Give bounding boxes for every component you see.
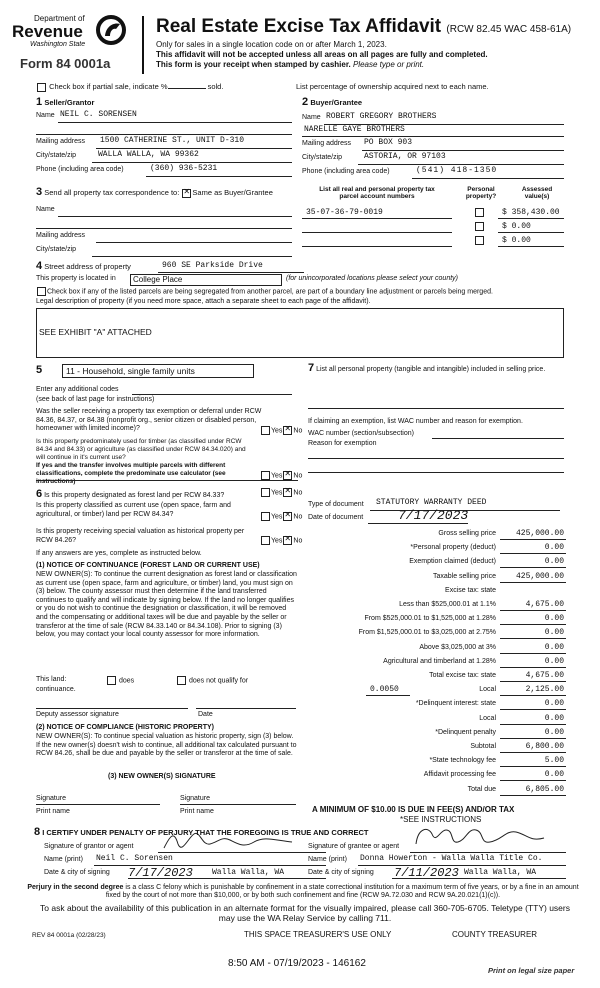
tax-row-label: *Delinquent interest: state: [415, 700, 496, 708]
tax-row-value[interactable]: 425,000.00: [515, 529, 564, 538]
tax-row-value[interactable]: 4,675.00: [525, 671, 564, 680]
tax-row-value[interactable]: 425,000.00: [515, 571, 564, 581]
tax-row-label: Exemption claimed (deduct): [409, 558, 496, 566]
personal-col-header: Personal property?: [465, 186, 497, 200]
partial-sale-checkbox[interactable]: [37, 83, 46, 92]
seller-phone[interactable]: (360) 936-5231: [150, 164, 218, 173]
tax-row-label: Local: [479, 714, 496, 722]
grantee-date[interactable]: 7/11/2023: [394, 866, 459, 880]
designation-section: 6 Is this property designated as forest land per RCW 84.33? Yes✕ No Is this property classified as current use (open space, farm and agricultural, or timber) land per RCW 84.34? Yes✕ No Is this property receiving special valuation as historical property per RCW 84.26? Yes✕ No If any answers are yes, complete as instructed below. (1) NOTICE OF CONTINUANCE (FOREST LAND OR CURRENT USE) NEW OWNER(S): To continue the current designation as forest land or classification as current use (open space, farm and agriculture, or timber) land, you must sign on (3) below. The county assessor must then determine if the land transferred continues to qualify and will indicate by signing below. If the land no longer qualifies or you do not wish to continue the designation or classification, it will be removed and the compensating or additional taxes will be due and payable by the seller or transferor at the time of sale (RCW 84.33.140 or 84.34.108). Prior to signing (3) below, you may contact your local county assessor for more information. This land: does does not qualify for continuance. Deputy assessor signature Date (2) NOTICE OF COMPLIANCE (HISTORIC PROPERTY) NEW OWNER(S): To continue special valuation as historic property, sign (3) below. If the new owner(s) doesn't wish to continue, all additional tax calculated pursuant to RCW 84.26, shall be due and payable by the seller or transferor at the time of sale. (3) NEW OWNER(S) SIGNATURE Signature Signature Print name Print name: [36, 486, 300, 816]
property-street[interactable]: 960 SE Parkside Drive: [162, 261, 263, 270]
buyer-address[interactable]: PO BOX 903: [364, 138, 413, 147]
buyer-city[interactable]: ASTORIA, OR 97103: [364, 152, 446, 161]
ownership-note: List percentage of ownership acquired next to each name.: [296, 82, 489, 91]
local-rate[interactable]: 0.0050: [370, 685, 399, 695]
tax-row-value[interactable]: 0.00: [544, 557, 564, 567]
tax-row-label: Less than $525,000.01 at 1.1%: [399, 601, 496, 608]
assessed-value[interactable]: $ 0.00: [502, 222, 531, 231]
tax-row-value[interactable]: 0.00: [544, 727, 564, 737]
tax-row: [300, 670, 566, 683]
tax-row-value[interactable]: 0.00: [544, 614, 564, 624]
tax-row-label: Gross selling price: [438, 530, 496, 537]
tax-row-value[interactable]: 6,800.00: [525, 742, 564, 751]
tax-row-value[interactable]: 0.00: [544, 770, 564, 780]
tax-row: [300, 613, 566, 626]
exemption-no-checkbox[interactable]: [283, 426, 292, 435]
tax-row-label: Excise tax: state: [445, 586, 496, 594]
tax-row-label: Agricultural and timberland at 1.28%: [383, 657, 496, 665]
perjury-notice: Perjury in the second degree is a class C felony which is punishable by confinement in a state correctional institution for a maximum term of five years, or by a fine in an amount fixed by the court of not more than $10,000, or by both such confinement and fine (RCW 9A.72.030 and RCW 9A.20.021(1)(c)).: [27, 884, 579, 899]
tax-row: [300, 528, 566, 541]
does-not-checkbox[interactable]: [177, 676, 186, 685]
header-line3: This form is your receipt when stamped by cashier. Please type or print.: [156, 60, 425, 69]
tax-row-value[interactable]: 6,805.00: [525, 784, 564, 794]
location-select[interactable]: College Place: [130, 274, 282, 286]
doc-type-label: Type of document: [308, 501, 364, 508]
dept-line3: Washington State: [30, 41, 86, 48]
grantor-signature[interactable]: [160, 826, 300, 856]
header-divider: [142, 16, 144, 74]
tax-row-value[interactable]: 2,125.00: [525, 685, 564, 695]
tax-row: [300, 542, 566, 555]
tax-row: [300, 627, 566, 640]
buyer-name-1[interactable]: ROBERT GREGORY BROTHERS: [326, 112, 437, 121]
tax-row-label: Taxable selling price: [432, 572, 496, 580]
doc-date-label: Date of document: [308, 514, 364, 521]
parcel-col-header: List all real and personal property tax parcel account numbers: [319, 186, 435, 200]
dor-emblem-icon: [96, 14, 126, 46]
segregated-checkbox[interactable]: [37, 287, 46, 296]
tax-row: [300, 741, 566, 754]
tax-row-label: Local: [479, 686, 496, 694]
grantee-name[interactable]: Donna Howerton - Walla Walla Title Co.: [360, 854, 543, 863]
tax-row: [300, 713, 566, 726]
tax-row-label: From $1,525,000.01 to $3,025,000 at 2.75%: [358, 629, 496, 637]
partial-sale-row: Check box if partial sale, indicate % sold.: [36, 82, 223, 92]
tax-row-label: From $525,000.01 to $1,525,000 at 1.28%: [364, 615, 496, 623]
tax-row: [300, 684, 566, 697]
tax-row: [300, 599, 566, 612]
county-treasurer: COUNTY TREASURER: [452, 930, 538, 939]
buyer-phone[interactable]: (541) 418-1350: [416, 166, 498, 175]
property-section: 4 Street address of property 960 SE Parkside Drive This property is located in College Place (for unincorporated locations please select your county) Check box if any of the listed parcels are being segregated from another parcel, are part of a boundary line adjustment or parcels being merged. Legal description of property (if you need more space, attach a separate sheet to each page of the affidavit). SEE EXHIBIT "A" ATTACHED: [36, 260, 564, 360]
tax-correspondence-section: 3 Send all property tax correspondence to: ✕ Same as Buyer/Grantee Name Mailing address City/state/zip: [36, 186, 292, 256]
minimum-note: A MINIMUM OF $10.00 IS DUE IN FEE(S) AND/OR TAX: [312, 805, 515, 814]
form-number: Form 84 0001a: [20, 56, 111, 71]
tax-row: [300, 556, 566, 569]
seller-address[interactable]: 1500 CATHERINE ST., UNIT D-310: [100, 136, 245, 145]
rcw-reference: (RCW 82.45 WAC 458-61A): [446, 24, 572, 35]
tax-row-value[interactable]: 4,675.00: [525, 600, 564, 609]
tax-row-value[interactable]: 0.00: [544, 628, 564, 638]
form-title: Real Estate Excise Tax Affidavit (RCW 82.45 WAC 458-61A): [156, 16, 572, 37]
assessed-col-header: Assessed value(s): [521, 186, 553, 200]
tax-row-value[interactable]: 0.00: [544, 713, 564, 723]
revision: REV 84 0001a (02/28/23): [32, 932, 106, 939]
tax-row-value[interactable]: 0.00: [544, 699, 564, 709]
forest-no-checkbox[interactable]: [283, 488, 292, 497]
personal-checkbox[interactable]: [475, 208, 484, 217]
tax-row: [300, 784, 566, 797]
tax-row: [300, 642, 566, 655]
tax-row-label: *Personal property (deduct): [410, 544, 496, 552]
tax-row: [300, 571, 566, 584]
same-as-buyer-checkbox[interactable]: [182, 189, 191, 198]
treasurer-use: THIS SPACE TREASURER'S USE ONLY: [244, 930, 392, 939]
dept-line2: Revenue: [12, 22, 83, 41]
doc-type[interactable]: STATUTORY WARRANTY DEED: [376, 498, 487, 507]
tax-row-label: Affidavit processing fee: [423, 771, 496, 779]
personal-checkbox[interactable]: [475, 236, 484, 245]
tax-row: [300, 585, 566, 598]
header-line2: This affidavit will not be accepted unless all areas on all pages are fully and completed.: [156, 50, 488, 59]
tax-row: [300, 698, 566, 711]
tax-row-value[interactable]: 0.00: [544, 656, 564, 666]
tax-row-label: *State technology fee: [429, 757, 496, 765]
tax-row-label: Total due: [467, 785, 496, 793]
tax-row: [300, 656, 566, 669]
grantee-signature[interactable]: [410, 820, 550, 852]
buyer-name-2[interactable]: NARELLE GAYE BROTHERS: [304, 125, 405, 134]
land-use-select[interactable]: 11 - Household, single family units: [62, 364, 254, 378]
doc-date[interactable]: 7/17/2023: [398, 508, 469, 523]
historic-no-checkbox[interactable]: [283, 536, 292, 545]
tax-row-value[interactable]: 5.00: [544, 756, 564, 766]
parcel-table: [302, 186, 564, 256]
personal-property-section: 7 List all personal property (tangible and intangible) included in selling price. If claiming an exemption, list WAC number and reason for exemption. WAC number (section/subsection) Reason for exemption: [308, 364, 566, 454]
grantee-city[interactable]: Walla Walla, WA: [464, 868, 537, 877]
seller-section: 1 Seller/Grantor Name NEIL C. SORENSEN Mailing address 1500 CATHERINE ST., UNIT D-310 City/state/zip WALLA WALLA, WA 99362 Phone (including area code) (360) 936-5231: [36, 96, 292, 186]
does-checkbox[interactable]: [107, 676, 116, 685]
seller-name[interactable]: NEIL C. SORENSEN: [60, 110, 137, 119]
tax-row-value[interactable]: 0.00: [544, 543, 564, 553]
current-use-no-checkbox[interactable]: [283, 512, 292, 521]
dor-logo: [12, 14, 132, 72]
tax-row-value[interactable]: 0.00: [544, 642, 564, 652]
grantor-date[interactable]: 7/17/2023: [128, 866, 193, 880]
tax-row-label: *Delinquent penalty: [435, 728, 496, 736]
tax-row: [300, 727, 566, 740]
alt-format-note: To ask about the availability of this publication in an alternate format for the visually impaired, please call 360-705-6705. Teletype (TTY) users may use the WA Relay Service by calling 711.: [40, 903, 570, 923]
legal-size-note: Print on legal size paper: [488, 966, 575, 975]
grantor-city[interactable]: Walla Walla, WA: [212, 868, 285, 877]
tax-row: [300, 769, 566, 782]
tax-row: [300, 755, 566, 768]
dept-line1: Department of: [34, 14, 85, 23]
tax-table: [300, 528, 566, 818]
parcel-number[interactable]: 35-07-36-79-0019: [306, 208, 383, 217]
assessed-value[interactable]: $ 358,430.00: [502, 208, 560, 217]
certification-section: 8 I CERTIFY UNDER PENALTY OF PERJURY THAT THE FOREGOING IS TRUE AND CORRECT Signature of grantor or agent Name (print) Neil C. Sorensen Date & city of signing 7/17/2023 Walla Walla, WA Signature of grantee or agent Name (print) Donna Howerton - Walla Walla Title Co. Date & city of signing 7/11/2023 Walla Walla, WA: [34, 826, 566, 882]
assessed-value[interactable]: $ 0.00: [502, 236, 531, 245]
tax-row-label: Above $3,025,000 at 3%: [419, 643, 496, 651]
personal-checkbox[interactable]: [475, 222, 484, 231]
legal-description-field[interactable]: SEE EXHIBIT "A" ATTACHED: [36, 308, 564, 358]
header-line1: Only for sales in a single location code on or after March 1, 2023.: [156, 40, 387, 49]
timber-no-checkbox[interactable]: [283, 471, 292, 480]
see-instructions: *SEE INSTRUCTIONS: [400, 815, 482, 824]
tax-row-label: Subtotal: [470, 743, 496, 750]
recording-stamp: 8:50 AM - 07/19/2023 - 146162: [228, 958, 366, 969]
tax-row-label: Total excise tax: state: [429, 672, 496, 679]
seller-city[interactable]: WALLA WALLA, WA 99362: [98, 150, 199, 159]
buyer-section: 2 Buyer/Grantee Name ROBERT GREGORY BROTHERS NARELLE GAYE BROTHERS Mailing address PO BOX 903 City/state/zip ASTORIA, OR 97103 Phone (including area code) (541) 418-1350: [302, 96, 564, 186]
grantor-name[interactable]: Neil C. Sorensen: [96, 854, 173, 863]
land-use-section: 5 11 - Household, single family units Enter any additional codes (see back of last page for instructions) Was the seller receiving a property tax exemption or deferral under RCW 84.36, 84.37, or 84.38 (nonprofit org., senior citizen or disabled person, homeowner with limited income)? Yes✕ No Is this property predominately used for timber (as classified under RCW 84.34 and 84.33) or agriculture (as classified under RCW 84.34.020) and will continue in it's current use? If yes and the transfer involves multiple parcels with different classifications, complete the predominate use calculator (see instructions) Yes✕ No: [36, 362, 300, 487]
